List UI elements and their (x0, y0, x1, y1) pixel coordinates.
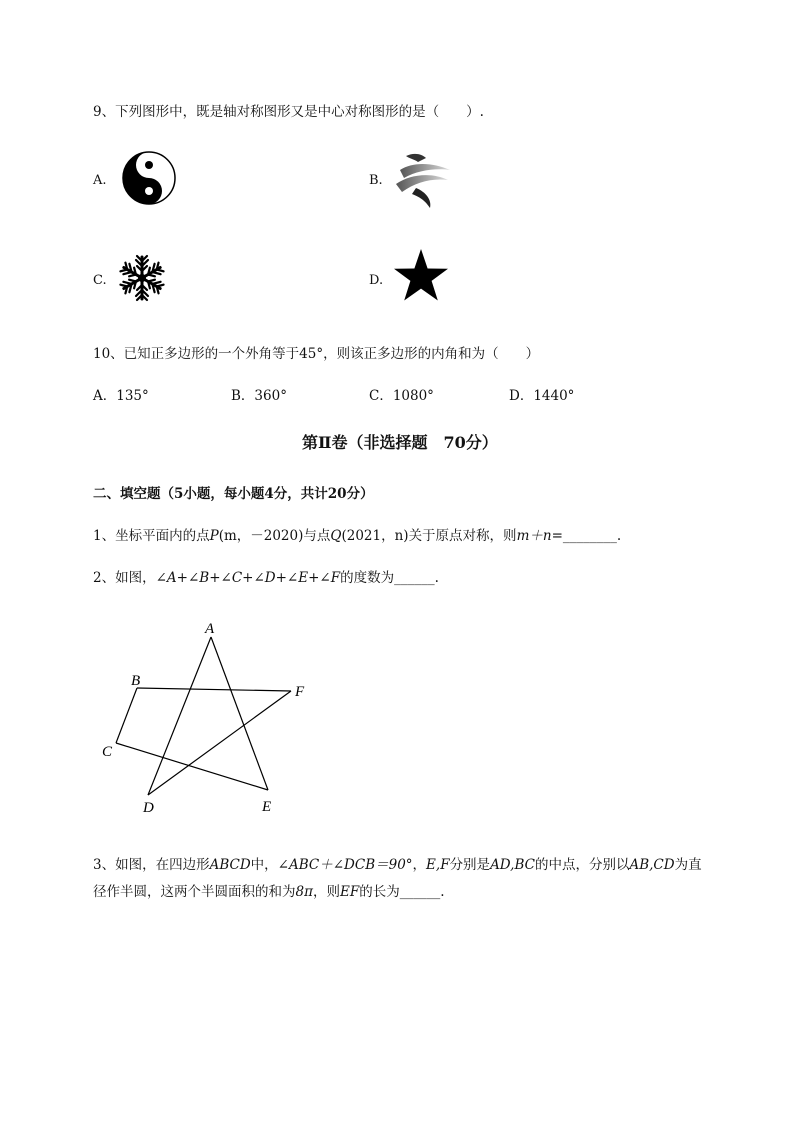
fill2-expr: ∠A+∠B+∠C+∠D+∠E+∠F (155, 570, 341, 586)
vertex-label-c: C (102, 744, 113, 760)
q9-option-d-label: D. (369, 273, 384, 288)
fill2-suffix: 的度数为______. (340, 570, 439, 586)
fill3-adbc: AD,BC (490, 857, 535, 873)
fill3-line1-mid: 中， (250, 857, 278, 873)
q10-option-a: A．135° (93, 388, 149, 404)
fill3-abcd2: AB,CD (629, 857, 675, 873)
fill3-line1-mid2: 分别是 (449, 857, 491, 873)
q9-option-c-label: C. (93, 273, 107, 288)
fill1-expr: m＋n (516, 528, 552, 544)
fill3-line2-mid: ，则 (312, 884, 340, 900)
q9-stem: 9、下列图形中，既是轴对称图形又是中心对称图形的是（ ）. (93, 104, 484, 120)
fill3-ef: E,F (426, 857, 450, 873)
fill3-line1 (93, 853, 702, 873)
snowflake-icon (119, 255, 165, 301)
fill1-point-p: P (209, 528, 219, 544)
section-header-fill-in: 二、填空题（5小题，每小题4分，共计20分） (93, 486, 374, 502)
fill1-q-coords: (2021，n) (341, 528, 409, 544)
fill3-line2-prefix: 径作半圆，这两个半圆面积的和为 (93, 884, 296, 900)
q9-option-b-label: B. (369, 173, 383, 188)
vertex-label-a: A (205, 621, 215, 637)
fill3-quad: ABCD (209, 857, 251, 873)
fill1-point-q: Q (330, 528, 342, 544)
fill3-line1-end: 为直 (674, 857, 702, 873)
fill1-question (93, 524, 621, 544)
vertex-label-d: D (143, 800, 154, 816)
fill3-angle-expr: ∠ABC＋∠DCB＝90° (277, 857, 413, 873)
five-point-star-icon (392, 248, 450, 304)
q10-option-b: B．360° (231, 388, 287, 404)
line-b-c (116, 688, 137, 743)
yin-yang-icon (122, 151, 176, 205)
vertex-label-f: F (295, 684, 305, 700)
fill1-blank: =________. (551, 528, 622, 544)
fill3-line1-prefix: 3、如图，在四边形 (93, 857, 210, 873)
fill1-mid: 与点 (303, 528, 331, 544)
part2-title: 第Ⅱ卷（非选择题 70分） (302, 433, 498, 452)
line-f-d (148, 691, 291, 795)
fill1-suffix: 关于原点对称，则 (408, 528, 517, 544)
fill2-prefix: 2、如图， (93, 570, 156, 586)
fill3-line1-mid3: 的中点，分别以 (534, 857, 630, 873)
vertex-label-e: E (262, 799, 272, 815)
fill2-question (93, 566, 439, 586)
fill3-segment: EF (339, 884, 360, 900)
fill3-area: 8π (295, 884, 313, 900)
fill3-line2-end: 的长为______. (359, 884, 445, 900)
q9-option-a-label: A. (93, 173, 107, 188)
fill1-p-coords: (m，－2020) (218, 528, 304, 544)
q10-option-d: D．1440° (509, 388, 575, 404)
vertex-label-b: B (131, 673, 141, 689)
line-a-d (148, 637, 211, 795)
line-c-e (116, 743, 268, 790)
fill3-sep: ， (412, 857, 427, 873)
fill1-prefix: 1、坐标平面内的点 (93, 528, 210, 544)
line-b-f (137, 688, 291, 691)
stylized-swirl-logo (392, 150, 454, 210)
fill3-line2 (93, 880, 445, 900)
q10-option-c: C．1080° (369, 388, 434, 404)
q10-stem: 10、已知正多边形的一个外角等于45°，则该正多边形的内角和为（ ） (93, 346, 540, 362)
star-figure-diagram (95, 615, 325, 820)
